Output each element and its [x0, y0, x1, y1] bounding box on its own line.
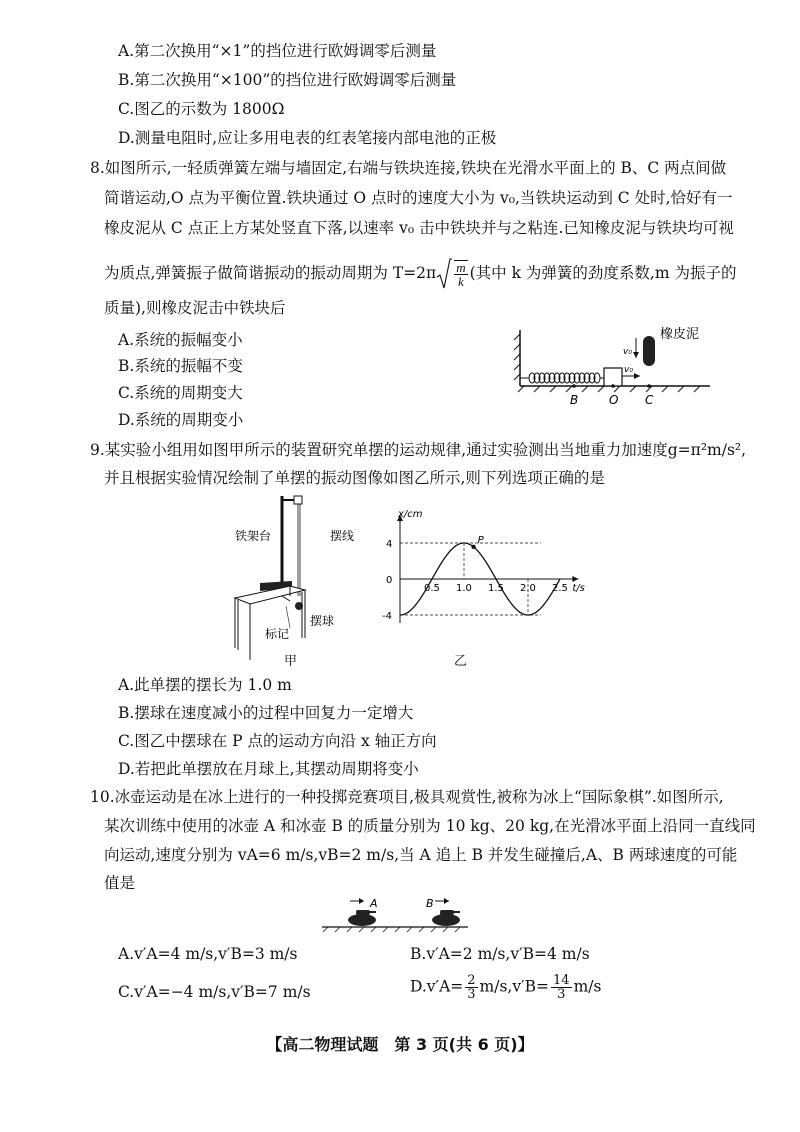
q7-option-c: C.图乙的示数为 1800Ω — [118, 100, 285, 118]
label-mark: 标记 — [265, 627, 290, 641]
fraction1-numerator: 2 — [467, 973, 476, 988]
fraction2-numerator: 14 — [553, 973, 570, 988]
iron-block — [604, 368, 622, 386]
formula-denominator: k — [458, 274, 464, 289]
y-tick-label: 0 — [386, 575, 393, 586]
q10-d-post: m/s — [573, 977, 602, 996]
label-iron-stand: 铁架台 — [235, 529, 272, 543]
x-tick-label: 2.0 — [520, 583, 536, 594]
q8-stem-line1: 8.如图所示,一轻质弹簧左端与墙固定,右端与铁块连接,铁块在光滑水平面上的 B、C 两点间做 — [90, 159, 727, 177]
label-c: C — [645, 393, 654, 407]
q7-option-d: D.测量电阻时,应让多用电表的红表笔接内部电池的正极 — [118, 129, 497, 147]
q10-stem-line1: 10.冰壶运动是在冰上进行的一种投掷竞赛项目,极具观赏性,被称为冰上“国际象棋”.如图所示, — [90, 788, 724, 806]
q10-stem-line4: 值是 — [104, 874, 136, 892]
label-v0-horizontal: v₀ — [624, 365, 633, 375]
pendulum-apparatus-figure — [230, 488, 380, 668]
x-tick-label: 0.5 — [424, 583, 440, 594]
x-tick-label: 1.0 — [456, 583, 472, 594]
y-tick-label: -4 — [382, 611, 392, 622]
q10-option-d — [410, 974, 601, 1001]
q8-option-c: C.系统的周期变大 — [118, 384, 243, 402]
label-stone-b: B — [426, 897, 434, 910]
fraction-14-3 — [551, 974, 572, 1001]
q9-option-a: A.此单摆的摆长为 1.0 m — [118, 676, 292, 694]
label-pendulum-string: 摆线 — [330, 529, 355, 543]
q8-option-b: B.系统的振幅不变 — [118, 357, 243, 375]
q9-stem-line2: 并且根据实验情况绘制了单摆的振动图像如图乙所示,则下列选项正确的是 — [104, 469, 605, 487]
point-p — [471, 545, 475, 549]
q10-stem-line3: 向运动,速度分别为 vA=6 m/s,vB=2 m/s,当 A 追上 B 并发生碰撞后,A、B 两球速度的可能 — [104, 846, 738, 864]
curling-stone-a — [348, 910, 376, 926]
q9-option-c: C.图乙中摆球在 P 点的运动方向沿 x 轴正方向 — [118, 732, 437, 750]
q8-option-a: A.系统的振幅变小 — [118, 331, 243, 349]
q10-d-pre: D.v′A= — [410, 977, 464, 996]
displacement-time-chart — [370, 509, 600, 643]
q9-stem-line1: 9.某实验小组用如图甲所示的装置研究单摆的运动规律,通过实验测出当地重力加速度g=π²m/s², — [90, 441, 747, 459]
x-tick-label: 1.5 — [488, 583, 504, 594]
fraction-2-3 — [465, 974, 477, 1001]
y-axis-label: x/cm — [398, 509, 423, 520]
fraction2-denominator: 3 — [557, 987, 566, 1002]
q10-option-c: C.v′A=−4 m/s,v′B=7 m/s — [118, 983, 311, 1001]
curling-stones-figure — [320, 893, 470, 935]
sqrt-formula — [436, 257, 469, 291]
figure-a-caption: 甲 — [284, 654, 298, 669]
q8-option-d: D.系统的周期变小 — [118, 411, 244, 429]
q10-option-a: A.v′A=4 m/s,v′B=3 m/s — [118, 945, 298, 963]
label-stone-a: A — [370, 897, 378, 910]
q9-option-d: D.若把此单摆放在月球上,其摆动周期将变小 — [118, 760, 419, 778]
q7-option-b: B.第二次换用“×100”的挡位进行欧姆调零后测量 — [118, 71, 457, 89]
q10-option-b: B.v′A=2 m/s,v′B=4 m/s — [410, 945, 590, 963]
fraction1-denominator: 3 — [467, 987, 476, 1002]
x-axis-arrow — [572, 576, 578, 582]
spring-block-figure — [510, 318, 720, 410]
q8-stem-line2: 简谐运动,O 点为平衡位置.铁块通过 O 点时的速度大小为 v₀,当铁块运动到 C 处时,恰好有一 — [104, 189, 733, 207]
q8-stem-line5: 质量),则橡皮泥击中铁块后 — [104, 299, 286, 317]
y-tick-label: 4 — [386, 539, 393, 550]
curling-stone-b — [432, 910, 460, 926]
formula-numerator: m — [456, 260, 466, 275]
q8-stem-line3: 橡皮泥从 C 点正上方某处竖直下落,以速率 v₀ 击中铁块并与之粘连.已知橡皮泥与铁块均可视 — [104, 219, 734, 237]
spring — [529, 373, 600, 383]
x-tick-label: 2.5 — [552, 583, 568, 594]
label-clay: 橡皮泥 — [660, 327, 700, 342]
label-v0-vertical: v₀ — [623, 347, 632, 357]
label-b: B — [570, 393, 579, 407]
x-axis-label: t/s — [572, 583, 585, 594]
q10-stem-line2: 某次训练中使用的冰壶 A 和冰壶 B 的质量分别为 10 kg、20 kg,在光滑冰平面上沿同一直线同 — [104, 817, 756, 835]
point-p-label: P — [477, 534, 484, 546]
q8-stem-line4 — [104, 257, 736, 291]
label-o: O — [609, 393, 619, 407]
label-bob: 摆球 — [310, 614, 335, 628]
q7-option-a: A.第二次换用“×1”的挡位进行欧姆调零后测量 — [118, 42, 437, 60]
q8-line4-pre: 为质点,弹簧振子做简谐振动的振动周期为 T=2π — [104, 264, 437, 282]
page-footer: 【高二物理试题 第 3 页(共 6 页)】 — [266, 1035, 534, 1054]
q10-d-mid: m/s,v′B= — [479, 977, 550, 996]
q9-option-b: B.摆球在速度减小的过程中回复力一定增大 — [118, 704, 414, 722]
q8-line4-post: (其中 k 为弹簧的劲度系数,m 为振子的 — [469, 264, 737, 282]
figure-b-caption: 乙 — [454, 654, 468, 669]
clay-blob — [643, 336, 655, 366]
